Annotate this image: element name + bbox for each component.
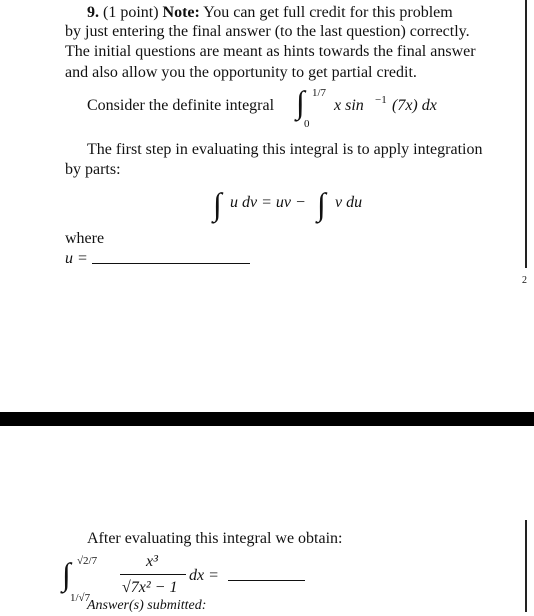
parts-left: u dv = uv −: [230, 194, 306, 211]
u-answer-field[interactable]: [92, 263, 250, 264]
continuation-upper-limit: √2/7: [77, 555, 98, 567]
parts-right: v du: [335, 194, 363, 211]
integral-lower-limit: 0: [304, 118, 310, 130]
integral-sign-icon: ∫: [296, 84, 305, 120]
step-line-0: The first step in evaluating this integral is to apply integration: [87, 141, 483, 158]
integral-sign-icon: ∫: [213, 186, 222, 222]
fraction-denominator: √7x² − 1: [122, 579, 178, 596]
inverse-exponent: −1: [375, 94, 387, 106]
page-number: 2: [522, 275, 527, 286]
page-separator: [0, 412, 534, 426]
margin-rule: [525, 0, 527, 268]
u-label: u =: [65, 250, 88, 267]
integrand: x sin: [334, 97, 364, 114]
integral-sign-icon: ∫: [62, 556, 71, 592]
after-text: After evaluating this integral we obtain:: [87, 530, 343, 547]
intro-line-1: by just entering the final answer (to the last question) correctly.: [65, 23, 470, 40]
step-line-1: by parts:: [65, 161, 121, 178]
intro-line-2: The initial questions are meant as hints towards the final answer: [65, 43, 476, 60]
continuation-page: [0, 426, 534, 612]
consider-text: Consider the definite integral: [87, 97, 275, 114]
problem-header: [87, 3, 453, 23]
intro-line-3: and also allow you the opportunity to get partial credit.: [65, 64, 417, 81]
problem-number: 9.: [87, 4, 99, 21]
continuation-lower-limit: 1/√7: [70, 592, 91, 604]
final-answer-field[interactable]: [228, 580, 305, 581]
fraction-bar: [120, 574, 186, 575]
intro-line-0: You can get full credit for this problem: [203, 4, 453, 21]
note-label: Note:: [162, 4, 200, 21]
problem-points: (1 point): [103, 4, 159, 21]
integral-upper-limit: 1/7: [312, 87, 327, 99]
margin-rule: [525, 520, 527, 612]
where-text: where: [65, 230, 105, 247]
fraction-numerator: x³: [146, 553, 158, 570]
integrand-argument: (7x) dx: [392, 97, 437, 114]
answers-submitted: Answer(s) submitted:: [87, 598, 207, 613]
integral-sign-icon: ∫: [317, 186, 326, 222]
continuation-dx: dx =: [189, 567, 219, 584]
